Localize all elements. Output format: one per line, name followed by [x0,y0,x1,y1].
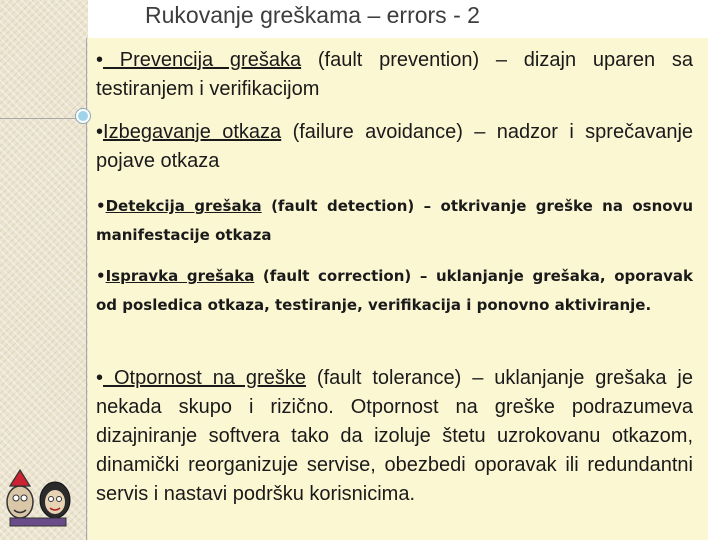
bullet-text: (fault detection) – otkrivanje greške na osnovu manifestacije otkaza [96,197,694,244]
bullet-text: (failure avoidance) – nadzor i sprečavanje pojave otkaza [96,121,694,172]
horizontal-divider [0,118,86,119]
bullet-marker: • [96,367,104,389]
cartoon-characters-clipart [0,462,80,528]
bullet-text: (fault tolerance) – uklanjanje grešaka je nekada skupo i rizično. Otpornost na greške podrazumeva dizajniranje softvera tako da izoluje štetu uzrokovanu otkazom, dinamički reorganizuje servise, obezbedi oporavak ili redundantni servis i nastavi podršku korisnicima. [96,367,693,505]
slide-title: Rukovanje greškama – errors - 2 [145,2,480,28]
bullet-fault-prevention [96,46,693,104]
bullet-marker: • [96,49,104,71]
bullet-term: Izbegavanje otkaza [103,121,282,143]
bullet-term: Prevencija grešaka [103,49,302,71]
bullet-fault-detection [96,192,693,250]
bullet-fault-tolerance [96,364,693,509]
bullet-term: Detekcija grešaka [105,197,262,215]
bullet-term: Otpornost na greške [103,367,306,389]
bullet-marker: • [96,267,106,285]
bullet-marker: • [96,197,106,215]
bullet-marker: • [96,121,104,143]
left-decorative-sidebar [0,0,88,540]
bullet-failure-avoidance [96,118,693,176]
bullet-term: Ispravka grešaka [105,267,255,285]
bullet-fault-correction [96,262,693,320]
bullet-text: (fault correction) – uklanjanje grešaka, oporavak od posledica otkaza, testiranje, verifikacija i ponovno aktiviranje. [96,267,693,314]
circle-accent-icon [76,109,90,123]
bullet-text: (fault prevention) – dizajn uparen sa testiranjem i verifikacijom [96,49,693,100]
